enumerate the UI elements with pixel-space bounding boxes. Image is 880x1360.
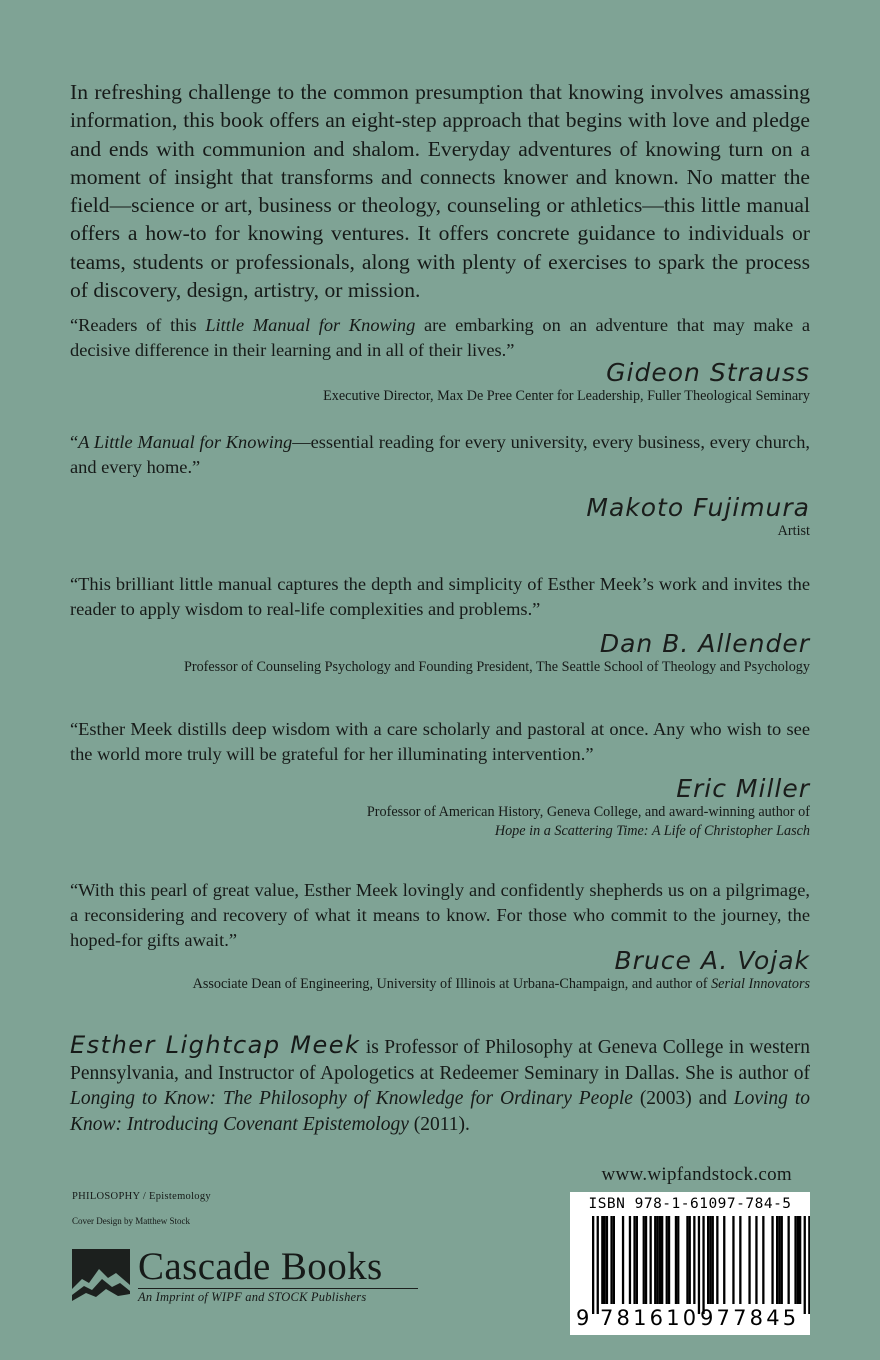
barcode-bar: [643, 1216, 645, 1304]
endorser-signature: Bruce A. Vojak: [614, 946, 810, 975]
quote-text: “With this pearl of great value, Esther Meek lovingly and confidently shepherds us on a pilgrimage, a reconsidering and recovery of what it means to know. For those who commit to the journey, the hoped-for gifts await.”: [70, 880, 810, 950]
barcode-bar: [686, 1216, 688, 1304]
barcode-bar: [712, 1216, 714, 1304]
barcode-digits: [570, 1306, 810, 1330]
barcode-right-digits: 977845: [700, 1306, 800, 1330]
endorser-role: Professor of Counseling Psychology and Founding President, The Seattle School of Theology and Psychology: [183, 659, 810, 675]
endorsement-quote: [70, 717, 810, 841]
barcode-bar: [778, 1216, 780, 1304]
mountain-logo-icon: [72, 1249, 130, 1307]
author-bio: Esther Lightcap Meek is Professor of Philosophy at Geneva College in western Pennsylvania, and Instructor of Apologetics at Redeemer Seminary in Dallas. She is author of Longing to Know: The Philosophy of Knowledge for Ordinary People (2003) and Loving to Know: Introducing Covenant Epistemology (2011).: [70, 1031, 810, 1135]
barcode-bar: [716, 1216, 718, 1304]
barcode-bar: [633, 1216, 635, 1304]
endorsement-quote: [70, 878, 810, 994]
barcode-bar: [666, 1216, 668, 1304]
barcode-bar: [668, 1216, 670, 1304]
endorser-role: Artist: [777, 523, 810, 539]
barcode-bar: [799, 1216, 801, 1304]
barcode-bar: [659, 1216, 661, 1304]
endorsement-quote: [70, 313, 810, 406]
book-blurb: In refreshing challenge to the common presumption that knowing involves amassing information, this book offers an eight-step approach that begins with love and pledge and ends with communion and shalom. Everyday adventures of knowing turn on a moment of insight that transforms and connects knower and known. No matter the field—science or art, business or theology, counseling or athletics—this little manual offers a how-to for knowing ventures. It offers concrete guidance to individuals or teams, students or professionals, along with plenty of exercises to spark the process of discovery, design, artistry, or mission.: [70, 80, 810, 303]
endorser-role: Executive Director, Max De Pree Center for Leadership, Fuller Theological Seminary: [323, 388, 810, 404]
barcode-bar: [613, 1216, 615, 1304]
quote-text: “This brilliant little manual captures the depth and simplicity of Esther Meek’s work and invites the reader to apply wisdom to real-life complexities and problems.”: [70, 574, 810, 619]
isbn-label: ISBN 978-1-61097-784-5: [588, 1196, 792, 1212]
barcode-bar: [794, 1216, 796, 1304]
subject-category: PHILOSOPHY / Epistemology: [72, 1191, 211, 1202]
isbn-barcode: [570, 1192, 810, 1335]
endorser-book-title: Hope in a Scattering Time: A Life of Christopher Lasch: [494, 823, 810, 839]
publisher-logo: [72, 1247, 432, 1307]
barcode-bar: [636, 1216, 638, 1304]
cover-design-credit: Cover Design by Matthew Stock: [72, 1216, 190, 1226]
barcode-bar: [797, 1216, 799, 1304]
barcode-bar: [732, 1216, 734, 1304]
barcode-bar: [702, 1216, 704, 1314]
endorser-role: Professor of American History, Geneva College, and award-winning author of: [366, 804, 810, 820]
barcode-bar: [698, 1216, 700, 1314]
endorser-role: Associate Dean of Engineering, University of Illinois at Urbana-Champaign, and author of Serial Innovators: [192, 976, 810, 992]
logo-divider: [138, 1288, 418, 1289]
barcode-bar: [739, 1216, 741, 1304]
barcode-bar: [723, 1216, 725, 1304]
barcode-bar: [804, 1216, 806, 1314]
quote-text: “Esther Meek distills deep wisdom with a care scholarly and pastoral at once. Any who wish to see the world more truly will be grateful for her illuminating intervention.”: [70, 719, 810, 764]
barcode-bar: [748, 1216, 750, 1304]
barcode-bar: [776, 1216, 778, 1304]
barcode-bar: [808, 1216, 810, 1314]
barcode-bar: [707, 1216, 709, 1304]
publisher-imprint: An Imprint of WIPF and STOCK Publishers: [138, 1290, 367, 1304]
barcode-bar: [592, 1216, 594, 1314]
barcode-bar: [629, 1216, 631, 1304]
barcode-bar: [622, 1216, 624, 1304]
publisher-name: Cascade Books: [138, 1245, 383, 1288]
endorser-signature: Eric Miller: [676, 774, 810, 803]
barcode-bar: [601, 1216, 603, 1304]
barcode-bar: [654, 1216, 656, 1304]
quote-text: “A Little Manual for Knowing—essential reading for every university, every business, every church, and every home.”: [70, 432, 810, 477]
barcode-bar: [709, 1216, 711, 1304]
quote-text: “Readers of this Little Manual for Knowing are embarking on an adventure that may make a decisive difference in their learning and in all of their lives.”: [70, 315, 810, 360]
barcode-bar: [677, 1216, 679, 1304]
endorser-signature: Dan B. Allender: [599, 629, 810, 658]
barcode-bar: [661, 1216, 663, 1304]
barcode-bar: [675, 1216, 677, 1304]
barcode-bar: [650, 1216, 652, 1304]
barcode-bar: [762, 1216, 764, 1304]
barcode-bar: [693, 1216, 695, 1304]
barcode-bar: [656, 1216, 658, 1304]
barcode-bar: [606, 1216, 608, 1304]
barcode-bar: [788, 1216, 790, 1304]
barcode-first-digit: 9: [576, 1306, 590, 1330]
barcode-bar: [597, 1216, 599, 1314]
barcode-bar: [645, 1216, 647, 1304]
barcode-bar: [781, 1216, 783, 1304]
barcode-bar: [610, 1216, 612, 1304]
barcode-bar: [771, 1216, 773, 1304]
publisher-website: www.wipfandstock.com: [601, 1164, 792, 1185]
author-name: Esther Lightcap Meek: [70, 1031, 361, 1059]
barcode-bar: [755, 1216, 757, 1304]
endorser-signature: Makoto Fujimura: [586, 493, 810, 522]
barcode-bar: [604, 1216, 606, 1304]
endorsement-quote: [70, 572, 810, 677]
barcode-left-digits: 781610: [600, 1306, 700, 1330]
barcode-bar: [689, 1216, 691, 1304]
endorsement-quote: [70, 430, 810, 541]
endorser-signature: Gideon Strauss: [606, 358, 810, 387]
